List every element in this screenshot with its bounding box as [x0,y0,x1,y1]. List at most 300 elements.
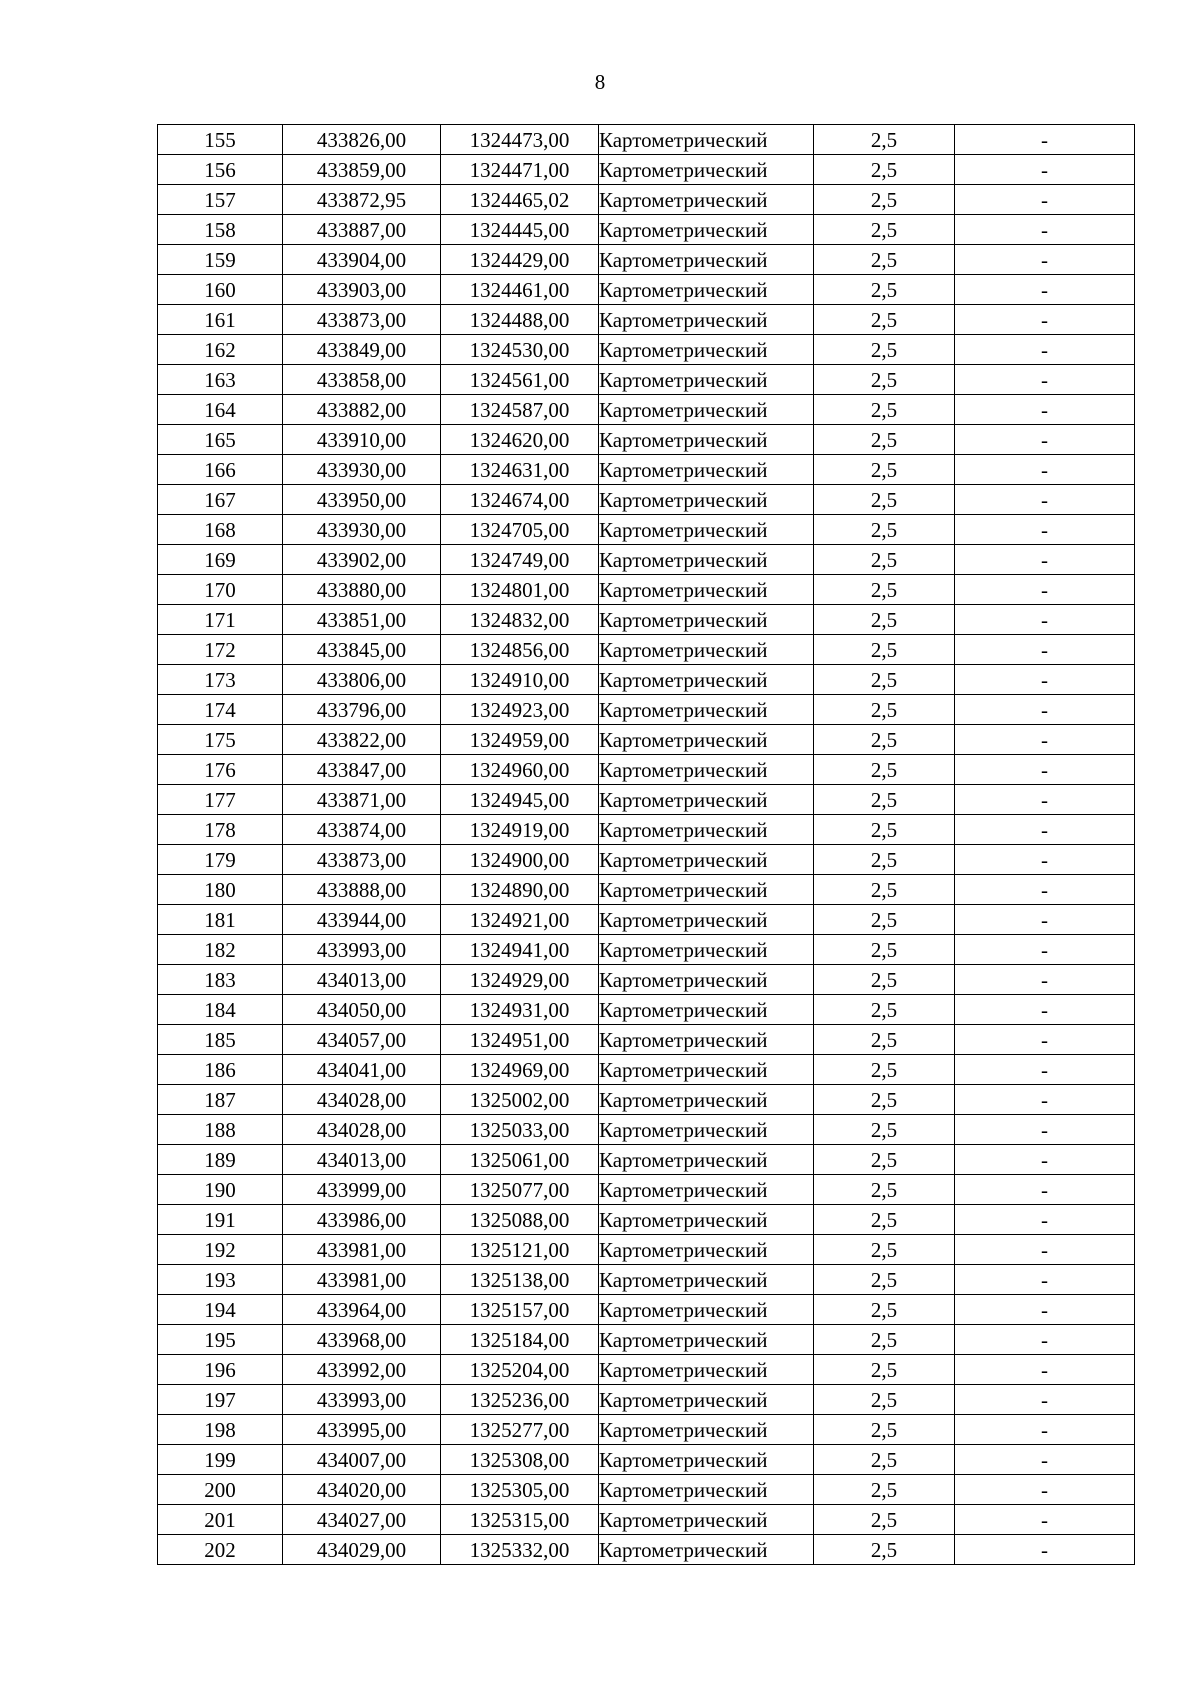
method-cell: Картометрический [599,755,814,785]
note-cell: - [955,665,1135,695]
point-number-cell: 184 [158,995,283,1025]
y-coordinate-cell: 1325315,00 [441,1505,599,1535]
point-number-cell: 182 [158,935,283,965]
note-cell: - [955,1175,1135,1205]
method-cell: Картометрический [599,1415,814,1445]
y-coordinate-cell: 1325157,00 [441,1295,599,1325]
point-number-cell: 183 [158,965,283,995]
error-cell: 2,5 [814,965,955,995]
table-row [158,1505,1135,1535]
error-cell: 2,5 [814,485,955,515]
note-cell: - [955,635,1135,665]
error-cell: 2,5 [814,1325,955,1355]
error-cell: 2,5 [814,725,955,755]
method-cell: Картометрический [599,1145,814,1175]
y-coordinate-cell: 1325121,00 [441,1235,599,1265]
note-cell: - [955,575,1135,605]
note-cell: - [955,335,1135,365]
method-cell: Картометрический [599,725,814,755]
table-row [158,665,1135,695]
table-row [158,1175,1135,1205]
y-coordinate-cell: 1324488,00 [441,305,599,335]
table-row [158,605,1135,635]
y-coordinate-cell: 1324959,00 [441,725,599,755]
table-row [158,1385,1135,1415]
x-coordinate-cell: 434028,00 [283,1115,441,1145]
x-coordinate-cell: 434013,00 [283,1145,441,1175]
point-number-cell: 173 [158,665,283,695]
x-coordinate-cell: 433944,00 [283,905,441,935]
point-number-cell: 188 [158,1115,283,1145]
note-cell: - [955,455,1135,485]
table-row [158,1055,1135,1085]
note-cell: - [955,785,1135,815]
table-row [158,425,1135,455]
y-coordinate-cell: 1325061,00 [441,1145,599,1175]
x-coordinate-cell: 433826,00 [283,125,441,155]
note-cell: - [955,1415,1135,1445]
table-body [158,125,1135,1565]
x-coordinate-cell: 433904,00 [283,245,441,275]
x-coordinate-cell: 433910,00 [283,425,441,455]
method-cell: Картометрический [599,905,814,935]
y-coordinate-cell: 1324445,00 [441,215,599,245]
method-cell: Картометрический [599,1445,814,1475]
x-coordinate-cell: 434028,00 [283,1085,441,1115]
table-row [158,575,1135,605]
x-coordinate-cell: 433930,00 [283,515,441,545]
method-cell: Картометрический [599,695,814,725]
note-cell: - [955,1055,1135,1085]
method-cell: Картометрический [599,185,814,215]
method-cell: Картометрический [599,1505,814,1535]
method-cell: Картометрический [599,1355,814,1385]
x-coordinate-cell: 433873,00 [283,305,441,335]
y-coordinate-cell: 1325308,00 [441,1445,599,1475]
table-row [158,455,1135,485]
note-cell: - [955,395,1135,425]
method-cell: Картометрический [599,875,814,905]
error-cell: 2,5 [814,1415,955,1445]
error-cell: 2,5 [814,935,955,965]
y-coordinate-cell: 1324919,00 [441,815,599,845]
point-number-cell: 175 [158,725,283,755]
point-number-cell: 197 [158,1385,283,1415]
note-cell: - [955,485,1135,515]
y-coordinate-cell: 1324801,00 [441,575,599,605]
point-number-cell: 180 [158,875,283,905]
method-cell: Картометрический [599,215,814,245]
table-row [158,905,1135,935]
page-number: 8 [594,70,606,94]
note-cell: - [955,965,1135,995]
method-cell: Картометрический [599,395,814,425]
error-cell: 2,5 [814,1205,955,1235]
table-row [158,845,1135,875]
note-cell: - [955,1385,1135,1415]
point-number-cell: 176 [158,755,283,785]
y-coordinate-cell: 1324929,00 [441,965,599,995]
table-row [158,965,1135,995]
x-coordinate-cell: 433981,00 [283,1235,441,1265]
table-row [158,1295,1135,1325]
table-row [158,1325,1135,1355]
error-cell: 2,5 [814,815,955,845]
x-coordinate-cell: 434057,00 [283,1025,441,1055]
note-cell: - [955,695,1135,725]
note-cell: - [955,1535,1135,1565]
point-number-cell: 170 [158,575,283,605]
point-number-cell: 161 [158,305,283,335]
error-cell: 2,5 [814,305,955,335]
y-coordinate-cell: 1324749,00 [441,545,599,575]
x-coordinate-cell: 433888,00 [283,875,441,905]
note-cell: - [955,875,1135,905]
method-cell: Картометрический [599,1325,814,1355]
method-cell: Картометрический [599,935,814,965]
y-coordinate-cell: 1325332,00 [441,1535,599,1565]
method-cell: Картометрический [599,1055,814,1085]
x-coordinate-cell: 433902,00 [283,545,441,575]
table-row [158,215,1135,245]
point-number-cell: 163 [158,365,283,395]
y-coordinate-cell: 1325184,00 [441,1325,599,1355]
table-row [158,755,1135,785]
method-cell: Картометрический [599,1295,814,1325]
table-row [158,245,1135,275]
method-cell: Картометрический [599,1205,814,1235]
point-number-cell: 159 [158,245,283,275]
x-coordinate-cell: 433851,00 [283,605,441,635]
error-cell: 2,5 [814,755,955,785]
x-coordinate-cell: 433822,00 [283,725,441,755]
method-cell: Картометрический [599,455,814,485]
method-cell: Картометрический [599,365,814,395]
error-cell: 2,5 [814,425,955,455]
point-number-cell: 178 [158,815,283,845]
method-cell: Картометрический [599,1385,814,1415]
error-cell: 2,5 [814,1115,955,1145]
point-number-cell: 198 [158,1415,283,1445]
method-cell: Картометрический [599,485,814,515]
method-cell: Картометрический [599,155,814,185]
point-number-cell: 181 [158,905,283,935]
table-row [158,545,1135,575]
method-cell: Картометрический [599,605,814,635]
method-cell: Картометрический [599,635,814,665]
error-cell: 2,5 [814,665,955,695]
note-cell: - [955,1355,1135,1385]
note-cell: - [955,1235,1135,1265]
method-cell: Картометрический [599,125,814,155]
x-coordinate-cell: 433968,00 [283,1325,441,1355]
method-cell: Картометрический [599,275,814,305]
error-cell: 2,5 [814,1385,955,1415]
x-coordinate-cell: 433993,00 [283,935,441,965]
point-number-cell: 165 [158,425,283,455]
note-cell: - [955,755,1135,785]
note-cell: - [955,905,1135,935]
method-cell: Картометрический [599,245,814,275]
x-coordinate-cell: 434050,00 [283,995,441,1025]
y-coordinate-cell: 1324631,00 [441,455,599,485]
x-coordinate-cell: 433882,00 [283,395,441,425]
error-cell: 2,5 [814,1505,955,1535]
y-coordinate-cell: 1325002,00 [441,1085,599,1115]
table-row [158,1415,1135,1445]
point-number-cell: 193 [158,1265,283,1295]
point-number-cell: 192 [158,1235,283,1265]
note-cell: - [955,845,1135,875]
x-coordinate-cell: 433859,00 [283,155,441,185]
note-cell: - [955,1025,1135,1055]
point-number-cell: 162 [158,335,283,365]
error-cell: 2,5 [814,155,955,185]
method-cell: Картометрический [599,995,814,1025]
method-cell: Картометрический [599,425,814,455]
point-number-cell: 167 [158,485,283,515]
note-cell: - [955,1475,1135,1505]
table-row [158,785,1135,815]
y-coordinate-cell: 1324931,00 [441,995,599,1025]
error-cell: 2,5 [814,1145,955,1175]
y-coordinate-cell: 1324465,02 [441,185,599,215]
method-cell: Картометрический [599,1265,814,1295]
point-number-cell: 200 [158,1475,283,1505]
note-cell: - [955,215,1135,245]
note-cell: - [955,1505,1135,1535]
note-cell: - [955,365,1135,395]
point-number-cell: 191 [158,1205,283,1235]
method-cell: Картометрический [599,785,814,815]
note-cell: - [955,605,1135,635]
y-coordinate-cell: 1324856,00 [441,635,599,665]
x-coordinate-cell: 433992,00 [283,1355,441,1385]
error-cell: 2,5 [814,1445,955,1475]
point-number-cell: 187 [158,1085,283,1115]
error-cell: 2,5 [814,185,955,215]
error-cell: 2,5 [814,395,955,425]
table-row [158,875,1135,905]
note-cell: - [955,185,1135,215]
x-coordinate-cell: 433999,00 [283,1175,441,1205]
point-number-cell: 179 [158,845,283,875]
x-coordinate-cell: 433995,00 [283,1415,441,1445]
method-cell: Картометрический [599,1475,814,1505]
point-number-cell: 157 [158,185,283,215]
note-cell: - [955,1295,1135,1325]
y-coordinate-cell: 1324910,00 [441,665,599,695]
y-coordinate-cell: 1324945,00 [441,785,599,815]
x-coordinate-cell: 433993,00 [283,1385,441,1415]
point-number-cell: 189 [158,1145,283,1175]
x-coordinate-cell: 433849,00 [283,335,441,365]
note-cell: - [955,815,1135,845]
point-number-cell: 158 [158,215,283,245]
y-coordinate-cell: 1324561,00 [441,365,599,395]
y-coordinate-cell: 1324530,00 [441,335,599,365]
x-coordinate-cell: 433887,00 [283,215,441,245]
error-cell: 2,5 [814,455,955,485]
y-coordinate-cell: 1324900,00 [441,845,599,875]
coordinates-table [157,124,1135,1565]
table-row [158,485,1135,515]
method-cell: Картометрический [599,1025,814,1055]
table-row [158,695,1135,725]
y-coordinate-cell: 1324960,00 [441,755,599,785]
table-row [158,1085,1135,1115]
x-coordinate-cell: 434027,00 [283,1505,441,1535]
method-cell: Картометрический [599,815,814,845]
method-cell: Картометрический [599,1175,814,1205]
x-coordinate-cell: 433806,00 [283,665,441,695]
note-cell: - [955,125,1135,155]
table-row [158,365,1135,395]
error-cell: 2,5 [814,875,955,905]
table-row [158,1535,1135,1565]
error-cell: 2,5 [814,275,955,305]
y-coordinate-cell: 1324969,00 [441,1055,599,1085]
note-cell: - [955,1205,1135,1235]
point-number-cell: 156 [158,155,283,185]
point-number-cell: 177 [158,785,283,815]
method-cell: Картометрический [599,305,814,335]
y-coordinate-cell: 1325138,00 [441,1265,599,1295]
point-number-cell: 174 [158,695,283,725]
x-coordinate-cell: 433872,95 [283,185,441,215]
error-cell: 2,5 [814,1265,955,1295]
point-number-cell: 201 [158,1505,283,1535]
method-cell: Картометрический [599,845,814,875]
point-number-cell: 199 [158,1445,283,1475]
error-cell: 2,5 [814,1535,955,1565]
point-number-cell: 196 [158,1355,283,1385]
error-cell: 2,5 [814,845,955,875]
error-cell: 2,5 [814,1055,955,1085]
table-row [158,395,1135,425]
note-cell: - [955,245,1135,275]
note-cell: - [955,1445,1135,1475]
error-cell: 2,5 [814,575,955,605]
x-coordinate-cell: 433845,00 [283,635,441,665]
table-row [158,275,1135,305]
error-cell: 2,5 [814,635,955,665]
x-coordinate-cell: 433847,00 [283,755,441,785]
error-cell: 2,5 [814,125,955,155]
y-coordinate-cell: 1324705,00 [441,515,599,545]
method-cell: Картометрический [599,965,814,995]
method-cell: Картометрический [599,575,814,605]
y-coordinate-cell: 1324951,00 [441,1025,599,1055]
note-cell: - [955,1325,1135,1355]
table-row [158,125,1135,155]
table-row [158,935,1135,965]
y-coordinate-cell: 1325033,00 [441,1115,599,1145]
y-coordinate-cell: 1325277,00 [441,1415,599,1445]
error-cell: 2,5 [814,545,955,575]
note-cell: - [955,305,1135,335]
note-cell: - [955,725,1135,755]
error-cell: 2,5 [814,1025,955,1055]
x-coordinate-cell: 433903,00 [283,275,441,305]
point-number-cell: 160 [158,275,283,305]
y-coordinate-cell: 1324921,00 [441,905,599,935]
error-cell: 2,5 [814,1355,955,1385]
method-cell: Картометрический [599,1115,814,1145]
x-coordinate-cell: 433871,00 [283,785,441,815]
method-cell: Картометрический [599,665,814,695]
note-cell: - [955,995,1135,1025]
table-row [158,1235,1135,1265]
error-cell: 2,5 [814,695,955,725]
point-number-cell: 185 [158,1025,283,1055]
error-cell: 2,5 [814,785,955,815]
error-cell: 2,5 [814,1175,955,1205]
note-cell: - [955,1145,1135,1175]
note-cell: - [955,1115,1135,1145]
table-row [158,1355,1135,1385]
error-cell: 2,5 [814,1475,955,1505]
table-row [158,1265,1135,1295]
point-number-cell: 195 [158,1325,283,1355]
point-number-cell: 194 [158,1295,283,1325]
error-cell: 2,5 [814,515,955,545]
method-cell: Картометрический [599,1235,814,1265]
note-cell: - [955,155,1135,185]
x-coordinate-cell: 434029,00 [283,1535,441,1565]
error-cell: 2,5 [814,1085,955,1115]
x-coordinate-cell: 433981,00 [283,1265,441,1295]
y-coordinate-cell: 1324923,00 [441,695,599,725]
error-cell: 2,5 [814,905,955,935]
method-cell: Картометрический [599,1085,814,1115]
table-row [158,1475,1135,1505]
x-coordinate-cell: 433986,00 [283,1205,441,1235]
y-coordinate-cell: 1324941,00 [441,935,599,965]
y-coordinate-cell: 1324890,00 [441,875,599,905]
point-number-cell: 172 [158,635,283,665]
point-number-cell: 190 [158,1175,283,1205]
x-coordinate-cell: 434007,00 [283,1445,441,1475]
table-row [158,185,1135,215]
table-row [158,305,1135,335]
y-coordinate-cell: 1325305,00 [441,1475,599,1505]
x-coordinate-cell: 433964,00 [283,1295,441,1325]
note-cell: - [955,935,1135,965]
point-number-cell: 168 [158,515,283,545]
x-coordinate-cell: 434041,00 [283,1055,441,1085]
table-row [158,1025,1135,1055]
x-coordinate-cell: 434020,00 [283,1475,441,1505]
table-row [158,1445,1135,1475]
y-coordinate-cell: 1324471,00 [441,155,599,185]
point-number-cell: 186 [158,1055,283,1085]
point-number-cell: 164 [158,395,283,425]
y-coordinate-cell: 1325204,00 [441,1355,599,1385]
x-coordinate-cell: 433796,00 [283,695,441,725]
y-coordinate-cell: 1324587,00 [441,395,599,425]
error-cell: 2,5 [814,605,955,635]
point-number-cell: 169 [158,545,283,575]
y-coordinate-cell: 1325088,00 [441,1205,599,1235]
y-coordinate-cell: 1324620,00 [441,425,599,455]
y-coordinate-cell: 1324832,00 [441,605,599,635]
x-coordinate-cell: 433874,00 [283,815,441,845]
error-cell: 2,5 [814,215,955,245]
note-cell: - [955,425,1135,455]
error-cell: 2,5 [814,245,955,275]
y-coordinate-cell: 1324674,00 [441,485,599,515]
